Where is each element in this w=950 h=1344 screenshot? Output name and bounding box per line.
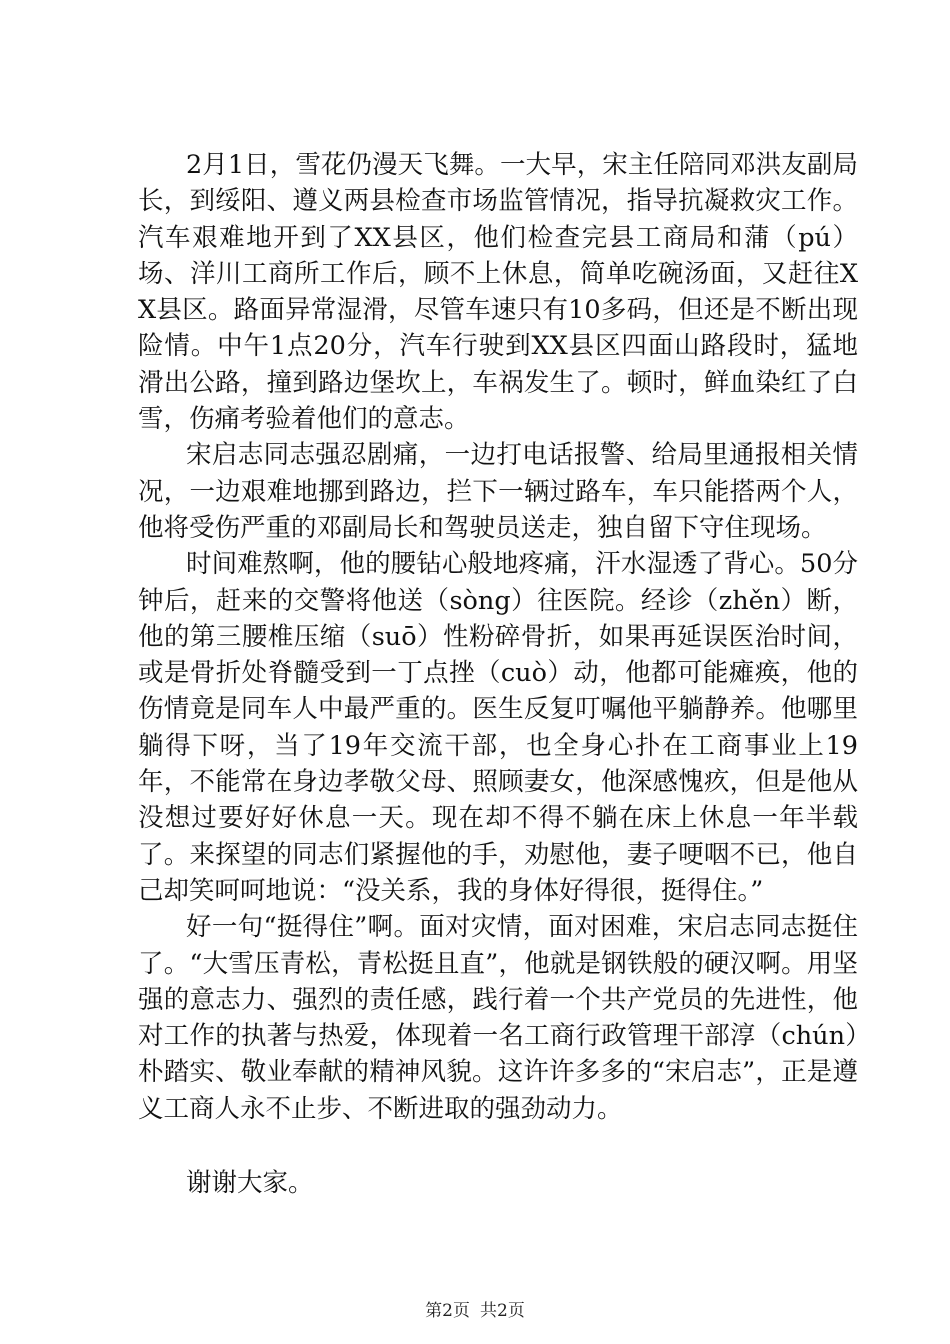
document-body — [138, 147, 858, 1201]
paragraph-spirit: 好一句“挺得住”啊。面对灾情，面对困难，宋启志同志挺住了。“大雪压青松，青松挺且直”，他就是钢铁般的硬汉啊。用坚强的意志力、强烈的责任感，践行着一个共产党员的先进性，他对工作的执著与热爱，体现着一名工商行政管理干部淳（chún）朴踏实、敬业奉献的精神风貌。这许许多多的“宋启志”，正是遵义工商人永不止步、不断进取的强劲动力。 — [138, 912, 858, 1124]
page-footer — [0, 1300, 950, 1322]
paragraph-thanks: 谢谢大家。 — [186, 1168, 314, 1199]
paragraph-scene: 宋启志同志强忍剧痛，一边打电话报警、给局里通报相关情况，一边艰难地挪到路边，拦下一辆过路车，车只能搭两个人，他将受伤严重的邓副局长和驾驶员送走，独自留下守住现场。 — [138, 440, 858, 543]
page-number-current: 第2页 — [425, 1301, 470, 1321]
page-number-total: 共2页 — [480, 1301, 525, 1321]
paragraph-accident: 2月1日，雪花仍漫天飞舞。一大早，宋主任陪同邓洪友副局长，到绥阳、遵义两县检查市场监管情况，指导抗凝救灾工作。汽车艰难地开到了XX县区，他们检查完县工商局和蒲（pú）场、洋川工商所工作后，顾不上休息，简单吃碗汤面，又赶往XX县区。路面异常湿滑，尽管车速只有10多码，但还是不断出现险情。中午1点20分，汽车行驶到XX县区四面山路段时，猛地滑出公路，撞到路边堡坎上，车祸发生了。顿时，鲜血染红了白雪，伤痛考验着他们的意志。 — [138, 150, 858, 435]
paragraph-injury: 时间难熬啊，他的腰钻心般地疼痛，汗水湿透了背心。50分钟后，赶来的交警将他送（sòng）往医院。经诊（zhěn）断，他的第三腰椎压缩（suō）性粉碎骨折，如果再延误医治时间，或是骨折处脊髓受到一丁点挫（cuò）动，他都可能瘫痪，他的伤情竟是同车人中最严重的。医生反复叮嘱他平躺静养。他哪里躺得下呀，当了19年交流干部，也全身心扑在工商事业上19年，不能常在身边孝敬父母、照顾妻女，他深感愧疚，但是他从没想过要好好休息一天。现在却不得不躺在床上休息一年半载了。来探望的同志们紧握他的手，劝慰他，妻子哽咽不已，他自己却笑呵呵地说：“没关系，我的身体好得很，挺得住。” — [138, 549, 858, 906]
